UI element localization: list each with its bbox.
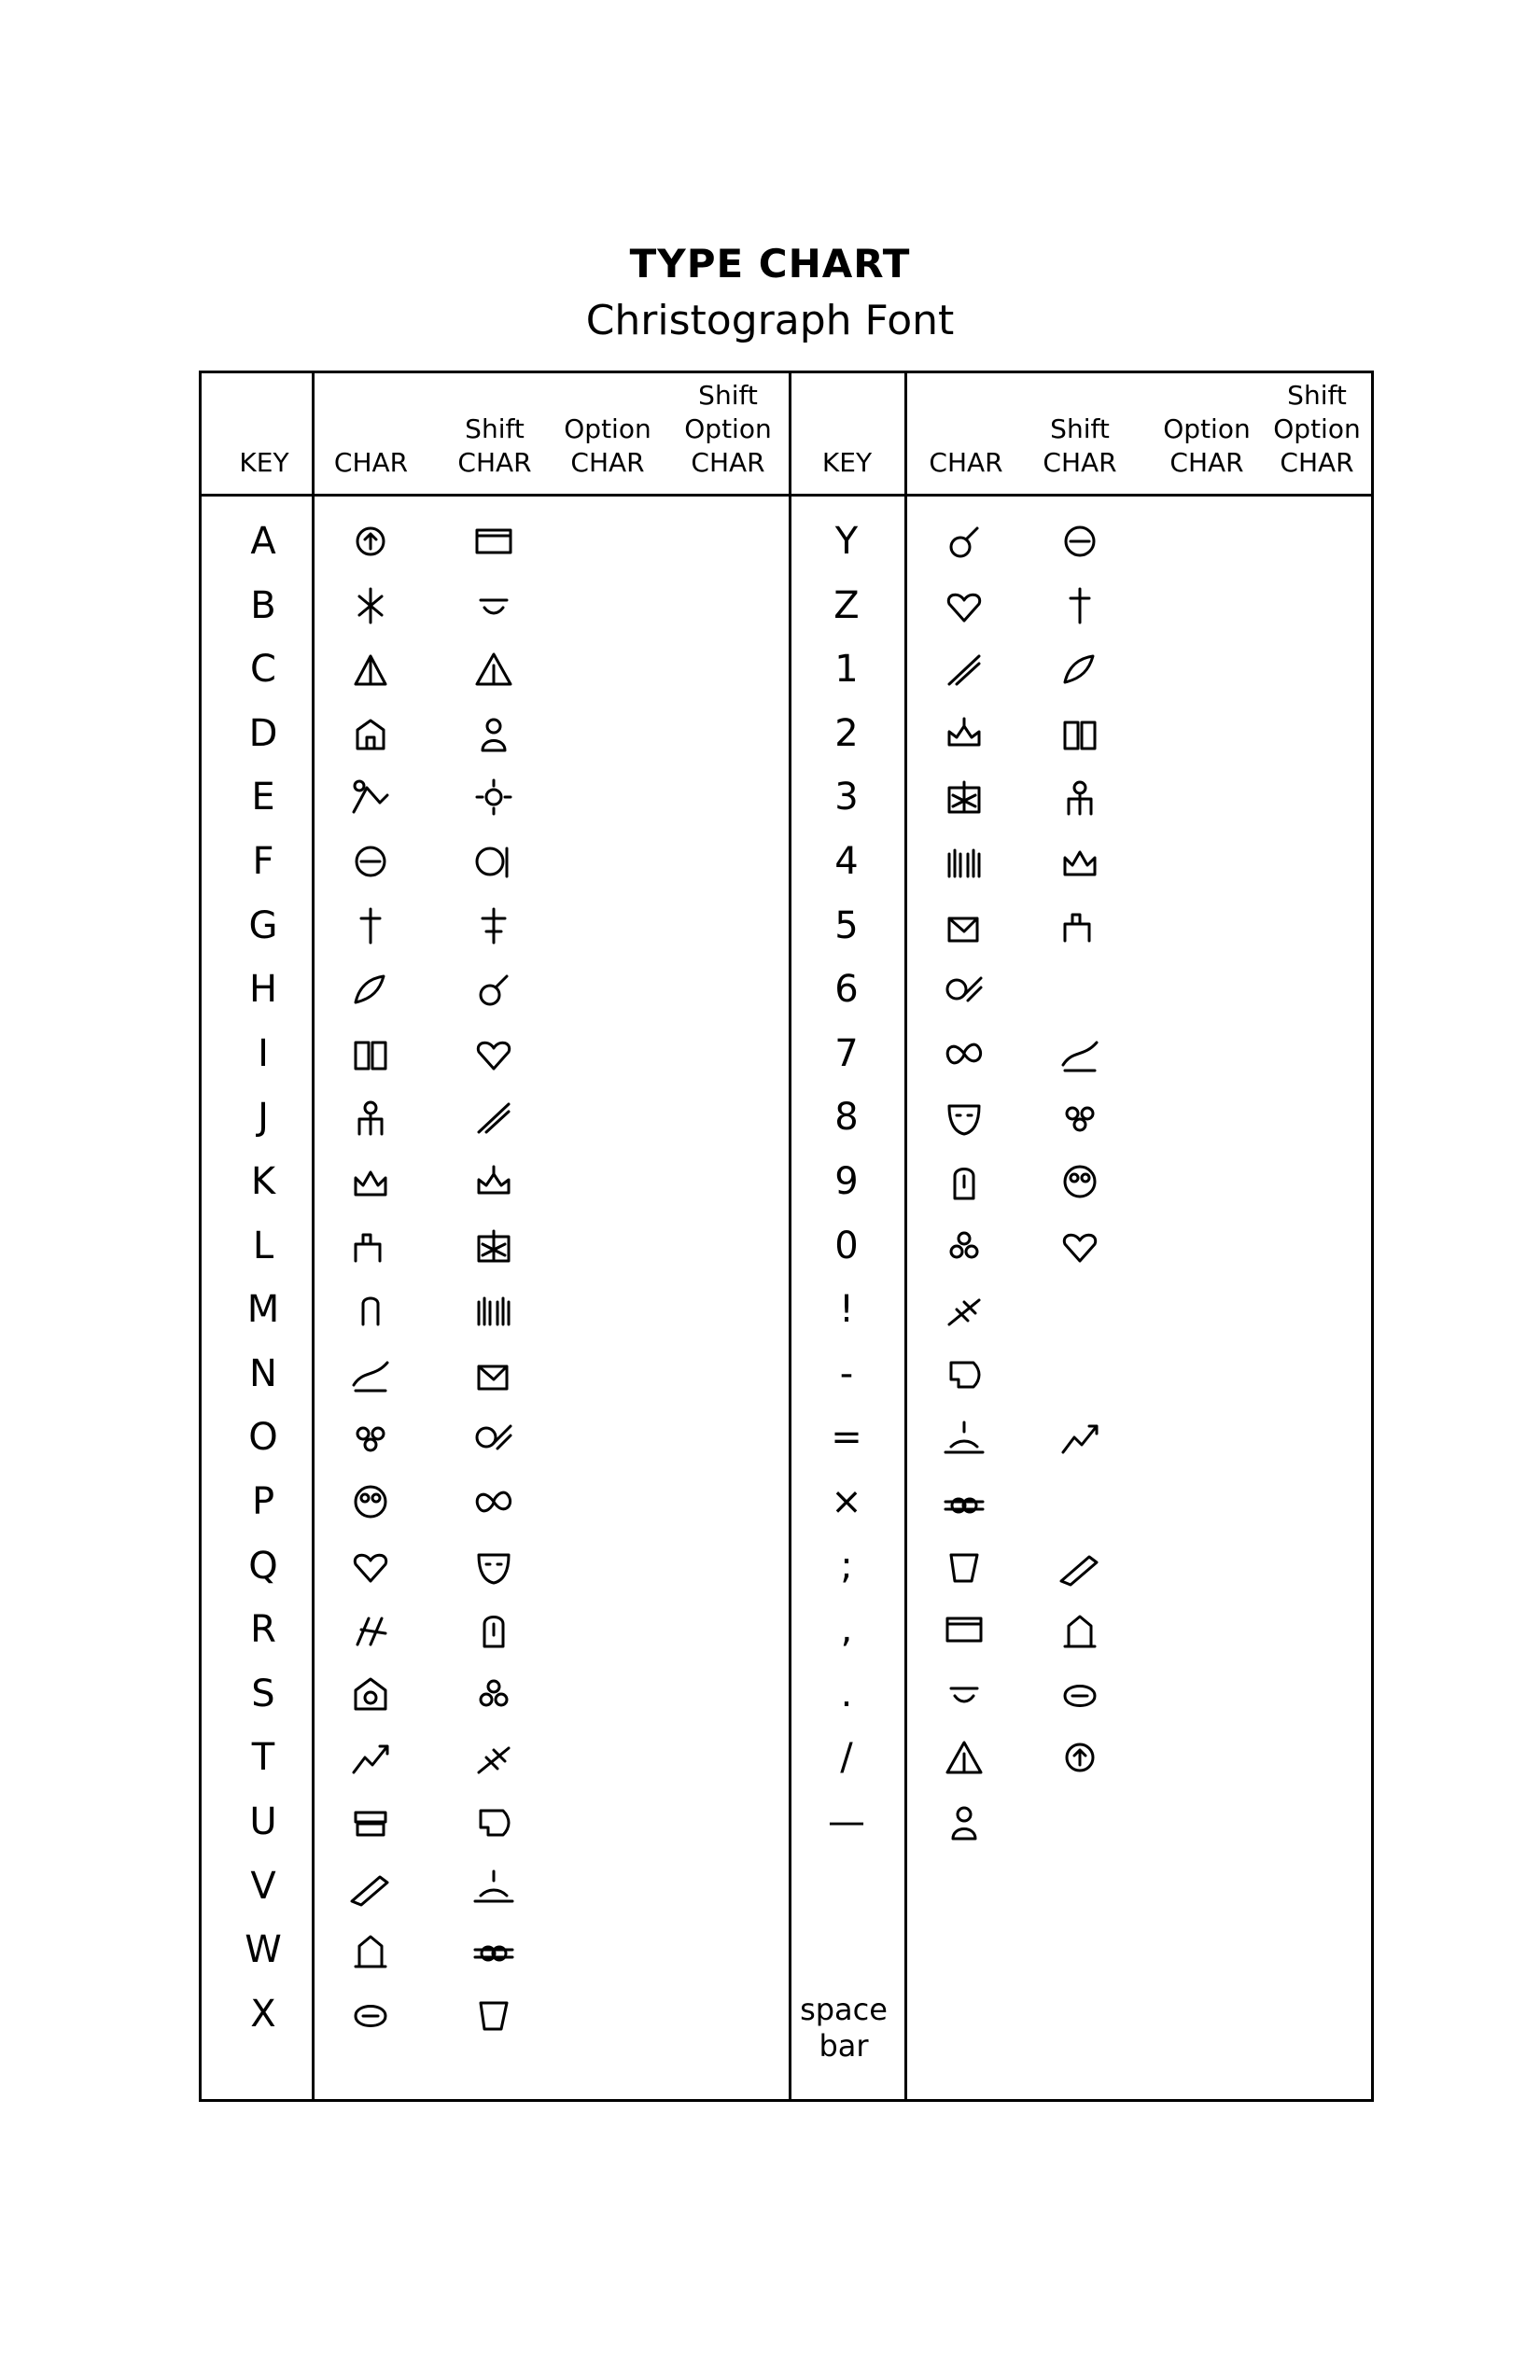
christograph-shift-glyph-icon bbox=[461, 1479, 526, 1526]
key-label-f: F bbox=[252, 840, 274, 883]
page-title: TYPE CHART bbox=[629, 241, 911, 287]
header-shift-left-1: Shift bbox=[465, 413, 525, 444]
christograph-shift-glyph-icon bbox=[461, 1992, 526, 2038]
christograph-glyph-icon bbox=[338, 1287, 403, 1334]
christograph-glyph-icon bbox=[931, 1544, 997, 1590]
header-option-right-1: Option bbox=[1163, 413, 1251, 444]
christograph-glyph-icon bbox=[338, 1159, 403, 1206]
header-shift-left-2: CHAR bbox=[457, 447, 532, 478]
christograph-shift-glyph-icon bbox=[461, 1864, 526, 1911]
christograph-shift-glyph-icon bbox=[461, 967, 526, 1014]
christograph-glyph-icon bbox=[931, 1799, 997, 1846]
christograph-shift-glyph-icon bbox=[1047, 1095, 1113, 1141]
christograph-glyph-icon bbox=[338, 1415, 403, 1462]
christograph-shift-glyph-icon bbox=[461, 1415, 526, 1462]
christograph-shift-glyph-icon bbox=[461, 647, 526, 693]
christograph-glyph-icon bbox=[931, 1479, 997, 1526]
christograph-glyph-icon bbox=[931, 647, 997, 693]
christograph-shift-glyph-icon bbox=[461, 1351, 526, 1398]
christograph-glyph-icon bbox=[931, 1351, 997, 1398]
christograph-shift-glyph-icon bbox=[461, 1544, 526, 1590]
key-label-right-6: 5 bbox=[834, 903, 859, 947]
christograph-glyph-icon bbox=[338, 711, 403, 758]
key-label-c: C bbox=[250, 648, 276, 692]
key-label-right-0: Y bbox=[834, 520, 859, 563]
header-shiftopt-right-3: CHAR bbox=[1280, 447, 1354, 478]
christograph-shift-glyph-icon bbox=[1047, 1735, 1113, 1782]
christograph-glyph-icon bbox=[931, 1415, 997, 1462]
key-label-right-4: 3 bbox=[834, 776, 859, 819]
christograph-glyph-icon bbox=[931, 1287, 997, 1334]
key-label-right-14: = bbox=[831, 1416, 862, 1460]
key-label-right-11: 0 bbox=[834, 1224, 859, 1267]
key-label-l: L bbox=[252, 1224, 274, 1267]
christograph-shift-glyph-icon bbox=[461, 583, 526, 630]
christograph-shift-glyph-icon bbox=[461, 1735, 526, 1782]
header-shiftopt-left-2: Option bbox=[684, 413, 772, 444]
christograph-shift-glyph-icon bbox=[1047, 903, 1113, 950]
key-label-e: E bbox=[251, 776, 275, 819]
key-label-right-7: 6 bbox=[834, 968, 859, 1012]
christograph-glyph-icon bbox=[931, 839, 997, 886]
christograph-glyph-icon bbox=[338, 519, 403, 566]
christograph-glyph-icon bbox=[931, 1095, 997, 1141]
christograph-glyph-icon bbox=[338, 1479, 403, 1526]
key-label-right-5: 4 bbox=[834, 840, 859, 883]
header-shiftopt-left-3: CHAR bbox=[691, 447, 765, 478]
christograph-shift-glyph-icon bbox=[1047, 1607, 1113, 1654]
header-key-right: KEY bbox=[821, 447, 873, 478]
christograph-shift-glyph-icon bbox=[1047, 1031, 1113, 1078]
header-char-left: CHAR bbox=[333, 447, 409, 478]
key-label-n: N bbox=[249, 1351, 277, 1395]
christograph-glyph-icon bbox=[931, 711, 997, 758]
christograph-shift-glyph-icon bbox=[1047, 583, 1113, 630]
key-label-k: K bbox=[250, 1160, 276, 1203]
christograph-shift-glyph-icon bbox=[1047, 1224, 1113, 1270]
christograph-glyph-icon bbox=[931, 1159, 997, 1206]
christograph-glyph-icon bbox=[338, 1672, 403, 1718]
key-label-g: G bbox=[248, 903, 278, 947]
christograph-glyph-icon bbox=[338, 1799, 403, 1846]
christograph-shift-glyph-icon bbox=[461, 1607, 526, 1654]
christograph-glyph-icon bbox=[931, 1607, 997, 1654]
key-label-m: M bbox=[246, 1288, 280, 1332]
christograph-glyph-icon bbox=[338, 1544, 403, 1590]
christograph-shift-glyph-icon bbox=[1047, 1415, 1113, 1462]
column-divider-middle bbox=[789, 371, 791, 2102]
key-label-right-13: - bbox=[839, 1351, 854, 1395]
key-label-s: S bbox=[251, 1672, 275, 1715]
page-subtitle: Christograph Font bbox=[585, 297, 955, 344]
christograph-glyph-icon bbox=[338, 1351, 403, 1398]
christograph-shift-glyph-icon bbox=[461, 1095, 526, 1141]
christograph-glyph-icon bbox=[931, 967, 997, 1014]
header-shiftopt-right-1: Shift bbox=[1287, 380, 1347, 411]
header-shift-right-1: Shift bbox=[1050, 413, 1110, 444]
christograph-shift-glyph-icon bbox=[1047, 711, 1113, 758]
header-option-right-2: CHAR bbox=[1169, 447, 1244, 478]
christograph-glyph-icon bbox=[338, 1992, 403, 2038]
christograph-shift-glyph-icon bbox=[461, 519, 526, 566]
key-label-w: W bbox=[245, 1928, 282, 1972]
key-label-right-9: 8 bbox=[834, 1096, 859, 1140]
key-label-r: R bbox=[250, 1608, 276, 1652]
christograph-shift-glyph-icon bbox=[461, 1672, 526, 1718]
header-key-left: KEY bbox=[239, 447, 289, 478]
christograph-glyph-icon bbox=[338, 1031, 403, 1078]
header-shift-right-2: CHAR bbox=[1043, 447, 1117, 478]
christograph-glyph-icon bbox=[338, 1864, 403, 1911]
christograph-shift-glyph-icon bbox=[1047, 519, 1113, 566]
christograph-shift-glyph-icon bbox=[1047, 647, 1113, 693]
header-shiftopt-right-2: Option bbox=[1273, 413, 1361, 444]
header-option-left-1: Option bbox=[564, 413, 651, 444]
christograph-glyph-icon bbox=[338, 1735, 403, 1782]
christograph-glyph-icon bbox=[931, 583, 997, 630]
key-label-right-15: × bbox=[831, 1480, 862, 1523]
christograph-glyph-icon bbox=[338, 1095, 403, 1141]
christograph-glyph-icon bbox=[931, 519, 997, 566]
christograph-shift-glyph-icon bbox=[461, 839, 526, 886]
key-space-bar-line2: bar bbox=[819, 2028, 869, 2064]
key-label-o: O bbox=[248, 1416, 278, 1460]
key-label-right-10: 9 bbox=[834, 1160, 859, 1203]
christograph-glyph-icon bbox=[338, 839, 403, 886]
key-label-right-19: / bbox=[840, 1736, 853, 1780]
christograph-shift-glyph-icon bbox=[1047, 1159, 1113, 1206]
key-label-i: I bbox=[258, 1031, 269, 1075]
key-label-q: Q bbox=[248, 1544, 278, 1588]
christograph-glyph-icon bbox=[338, 647, 403, 693]
christograph-shift-glyph-icon bbox=[461, 1224, 526, 1270]
christograph-glyph-icon bbox=[931, 1031, 997, 1078]
christograph-glyph-icon bbox=[931, 903, 997, 950]
key-label-right-12: ! bbox=[838, 1288, 855, 1332]
christograph-shift-glyph-icon bbox=[461, 903, 526, 950]
christograph-glyph-icon bbox=[931, 775, 997, 821]
key-label-right-17: , bbox=[840, 1608, 853, 1652]
key-label-v: V bbox=[250, 1864, 276, 1908]
christograph-shift-glyph-icon bbox=[461, 1927, 526, 1974]
column-divider-right-key bbox=[904, 371, 907, 2102]
key-label-right-2: 1 bbox=[834, 648, 859, 692]
key-label-x: X bbox=[250, 1992, 276, 2036]
key-label-t: T bbox=[251, 1736, 275, 1780]
christograph-glyph-icon bbox=[338, 1224, 403, 1270]
christograph-shift-glyph-icon bbox=[1047, 1544, 1113, 1590]
christograph-shift-glyph-icon bbox=[1047, 839, 1113, 886]
key-space-bar-line1: space bbox=[800, 1992, 888, 2027]
christograph-shift-glyph-icon bbox=[461, 1287, 526, 1334]
key-label-right-20: — bbox=[828, 1800, 865, 1843]
christograph-glyph-icon bbox=[338, 903, 403, 950]
christograph-shift-glyph-icon bbox=[461, 711, 526, 758]
key-label-a: A bbox=[250, 520, 276, 563]
key-label-d: D bbox=[248, 711, 278, 755]
christograph-glyph-icon bbox=[338, 775, 403, 821]
header-shiftopt-left-1: Shift bbox=[698, 380, 758, 411]
key-label-right-16: ; bbox=[840, 1544, 853, 1588]
key-label-u: U bbox=[249, 1800, 277, 1843]
christograph-glyph-icon bbox=[338, 1927, 403, 1974]
key-label-right-8: 7 bbox=[834, 1031, 859, 1075]
column-divider-left-key bbox=[312, 371, 315, 2102]
christograph-shift-glyph-icon bbox=[1047, 1672, 1113, 1718]
key-label-right-18: . bbox=[840, 1672, 853, 1715]
christograph-glyph-icon bbox=[931, 1224, 997, 1270]
key-label-h: H bbox=[248, 968, 278, 1012]
header-divider bbox=[199, 494, 1374, 497]
christograph-glyph-icon bbox=[338, 1607, 403, 1654]
key-label-p: P bbox=[251, 1480, 275, 1523]
christograph-shift-glyph-icon bbox=[461, 1031, 526, 1078]
christograph-shift-glyph-icon bbox=[1047, 775, 1113, 821]
key-label-b: B bbox=[250, 583, 276, 627]
christograph-shift-glyph-icon bbox=[461, 775, 526, 821]
christograph-glyph-icon bbox=[338, 967, 403, 1014]
christograph-glyph-icon bbox=[338, 583, 403, 630]
key-label-right-1: Z bbox=[833, 583, 860, 627]
key-label-right-3: 2 bbox=[834, 711, 859, 755]
christograph-glyph-icon bbox=[931, 1672, 997, 1718]
christograph-shift-glyph-icon bbox=[461, 1799, 526, 1846]
christograph-shift-glyph-icon bbox=[461, 1159, 526, 1206]
key-label-j: J bbox=[258, 1096, 269, 1140]
christograph-glyph-icon bbox=[931, 1735, 997, 1782]
header-char-right: CHAR bbox=[929, 447, 1003, 478]
header-option-left-2: CHAR bbox=[570, 447, 645, 478]
